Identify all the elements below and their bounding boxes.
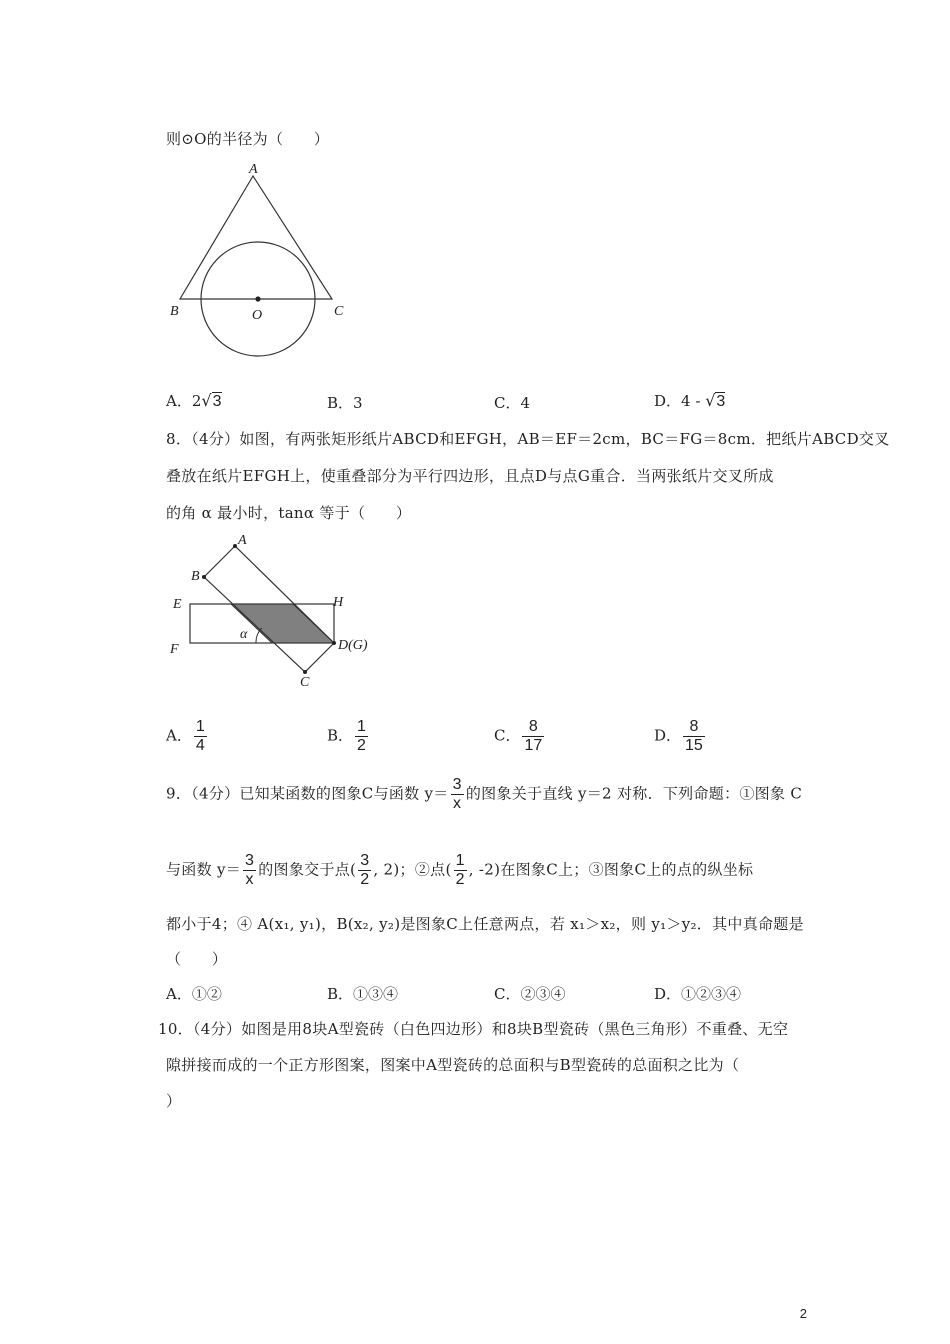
q8-option-b[interactable]: B． $\frac{1}{2}$ — [327, 718, 366, 754]
q8-option-a[interactable]: A． $\frac{1}{4}$ — [166, 718, 205, 754]
q10-line-2: 隙拼接而成的一个正方形图案，图案中A型瓷砖的总面积与B型瓷砖的总面积之比为（ — [166, 1056, 740, 1074]
q7-option-a[interactable]: A．2√3 — [166, 391, 222, 410]
q8-label-e: E — [173, 597, 182, 612]
q7-label-c: C — [334, 304, 344, 319]
q8-label-alpha: α — [240, 627, 248, 642]
q7-label-o: O — [252, 308, 263, 323]
q7-text: 则⊙O的半径为（ ） — [166, 130, 330, 148]
q8-option-c[interactable]: C． $\frac{8}{17}$ — [494, 718, 543, 754]
fraction: $\frac{1}{2}$ — [357, 718, 366, 754]
q8-label-a: A — [238, 533, 247, 548]
q9-line-4: （ ） — [166, 950, 228, 968]
q7-option-d[interactable]: D．4 - √3 — [654, 391, 726, 410]
q7-option-b[interactable]: B．3 — [327, 394, 363, 412]
fraction: $\frac{3}{2}$ — [360, 852, 370, 888]
q9-line-1: 9．（4分）已知某函数的图象C与函数 y＝ $\frac{3}{x}$ 的图象关于直线 y＝2 对称．下列命题：①图象 C — [166, 776, 803, 812]
q9-option-c[interactable]: C．②③④ — [494, 985, 566, 1003]
fraction: $\frac{1}{4}$ — [195, 718, 205, 754]
sqrt-sign: √3 — [705, 391, 726, 410]
sqrt-sign: √3 — [201, 391, 222, 410]
q8-figure — [160, 528, 390, 698]
q8-option-d[interactable]: D． $\frac{8}{15}$ — [654, 718, 703, 754]
q8-label-h: H — [333, 595, 344, 610]
q9-option-a[interactable]: A．①② — [166, 985, 222, 1003]
fraction: $\frac{8}{15}$ — [685, 718, 703, 754]
q7-triangle — [180, 176, 332, 299]
fraction: $\frac{3}{x}$ — [245, 852, 255, 888]
q7-option-c[interactable]: C．4 — [494, 394, 531, 412]
q8-label-b: B — [191, 569, 200, 584]
fraction: $\frac{3}{x}$ — [452, 776, 462, 812]
q9-line-3: 都小于4；④ A(x₁, y₁)，B(x₂, y₂)是图象C上任意两点，若 x₁＞x₂，则 y₁＞y₂．其中真命题是 — [166, 915, 804, 933]
fraction: $\frac{8}{17}$ — [524, 718, 543, 754]
q9-option-d[interactable]: D．①②③④ — [654, 985, 742, 1003]
q9-line-2: 与函数 y＝ $\frac{3}{x}$ 的图象交于点( $\frac{3}{2}$ , 2)；②点( $\frac{1}{2}$ , -2)在图象C上；③图象C上的点的纵坐标 — [166, 852, 754, 888]
page-number: 2 — [799, 1306, 807, 1321]
q8-label-dg: D(G) — [338, 638, 368, 653]
q8-label-c: C — [300, 675, 310, 690]
q8-line-1: 8．（4分）如图，有两张矩形纸片ABCD和EFGH，AB＝EF＝2cm，BC＝FG＝8cm．把纸片ABCD交叉 — [166, 430, 890, 448]
q8-line-2: 叠放在纸片EFGH上，使重叠部分为平行四边形，且点D与点G重合．当两张纸片交叉所成 — [166, 467, 774, 485]
q7-figure — [160, 158, 360, 358]
q10-line-3: ） — [166, 1092, 182, 1110]
q10-line-1: 10．（4分）如图是用8块A型瓷砖（白色四边形）和8块B型瓷砖（黑色三角形）不重叠、无空 — [158, 1020, 789, 1038]
q7-label-a: A — [249, 162, 258, 177]
q7-label-b: B — [170, 304, 179, 319]
fraction: $\frac{1}{2}$ — [455, 852, 465, 888]
q9-option-b[interactable]: B．①③④ — [327, 985, 399, 1003]
q8-label-f: F — [170, 642, 179, 657]
q7-center-point — [255, 296, 260, 301]
q8-line-3: 的角 α 最小时，tanα 等于（ ） — [166, 504, 412, 522]
